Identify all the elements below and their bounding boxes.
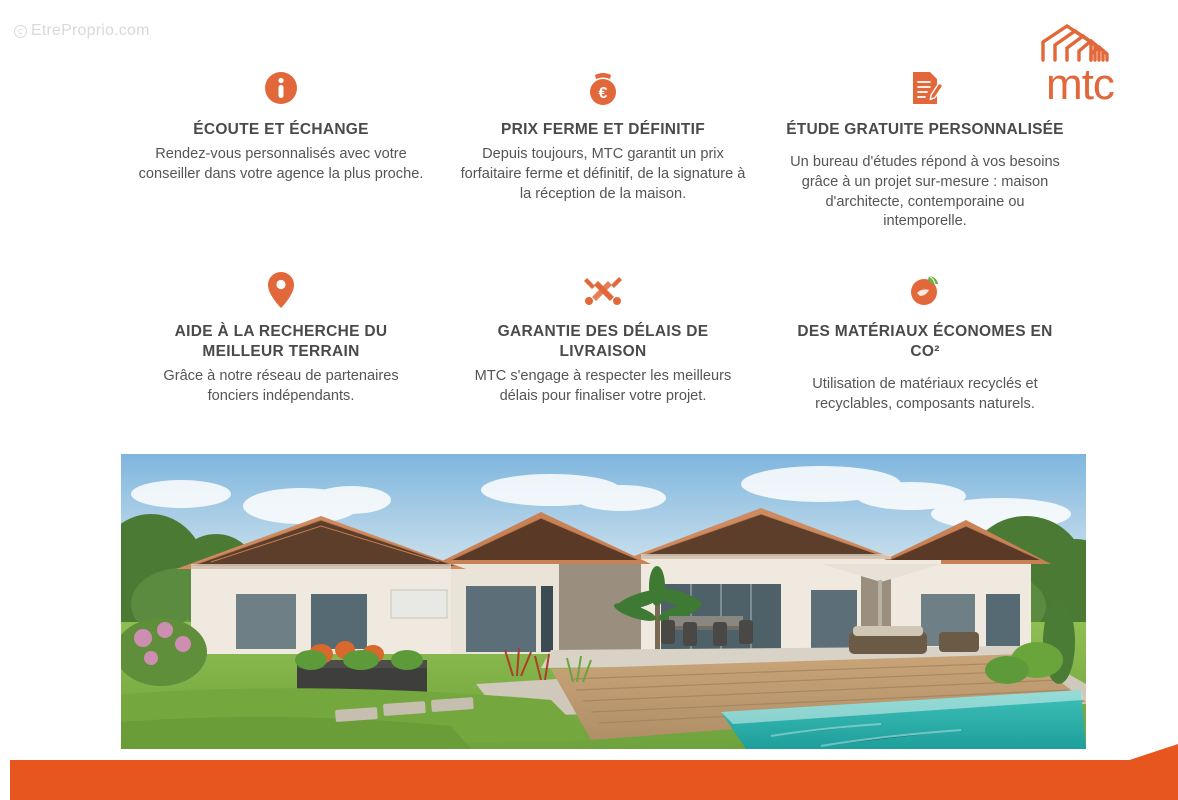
feature-title: PRIX FERME ET DÉFINITIF [500, 121, 706, 138]
info-circle-icon [264, 66, 298, 110]
svg-text:€: € [598, 85, 608, 102]
logo-wordmark: mtc [1046, 60, 1114, 109]
feature-title: ÉCOUTE ET ÉCHANGE [193, 121, 369, 138]
band-slant-accent [1008, 744, 1178, 800]
feature-body: Utilisation de matériaux recyclés et recyclables, composants naturels. [812, 375, 1038, 412]
feature-item [120, 268, 442, 414]
feature-item [442, 66, 764, 232]
document-pencil-icon [907, 66, 943, 110]
features-grid [120, 66, 1086, 414]
watermark [14, 22, 150, 40]
feature-body: MTC s'engage à respecter les meilleurs délais pour finaliser votre projet. [474, 367, 732, 404]
bottom-orange-band [0, 744, 1178, 800]
band-left-notch [0, 744, 10, 800]
band-bar [0, 760, 1178, 800]
euro-coin-icon [586, 66, 620, 110]
feature-item [120, 66, 442, 232]
feature-title: ÉTUDE GRATUITE PERSONNALISÉE [786, 121, 1064, 138]
feature-title: DES MATÉRIAUX ÉCONOMES EN CO² [797, 323, 1053, 360]
map-pin-icon [267, 268, 295, 312]
house-with-pool-photo [121, 454, 1086, 749]
feature-item [442, 268, 764, 414]
feature-item [764, 66, 1086, 232]
feature-body: Depuis toujours, MTC garantit un prix forfaitaire ferme et définitif, de la signature à la réception de la maison. [460, 146, 746, 202]
feature-body: Grâce à notre réseau de partenaires fonciers indépendants. [163, 367, 399, 404]
eco-globe-leaf-icon [907, 268, 943, 312]
feature-body: Rendez-vous personnalisés avec votre conseiller dans votre agence la plus proche. [138, 146, 424, 183]
roof-lines-icon [1020, 22, 1140, 62]
copyright-icon: c [14, 25, 27, 38]
watermark-text: EtreProprio.com [31, 22, 150, 39]
feature-title: GARANTIE DES DÉLAIS DE LIVRAISON [497, 323, 709, 360]
tools-icon [584, 268, 622, 312]
feature-title: AIDE À LA RECHERCHE DU MEILLEUR TERRAIN [174, 323, 388, 360]
feature-body: Un bureau d'études répond à vos besoins grâce à un projet sur-mesure : maison d'architecte, contemporaine ou intemporelle. [790, 154, 1060, 230]
feature-item [764, 268, 1086, 414]
